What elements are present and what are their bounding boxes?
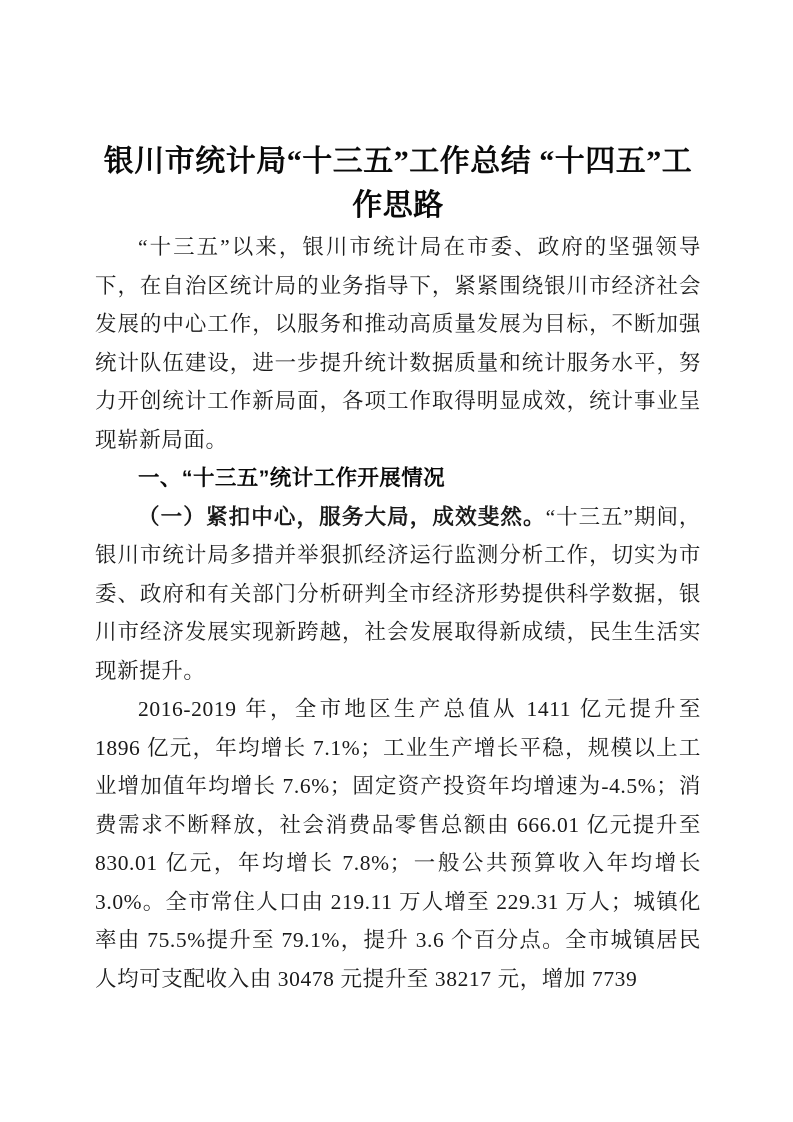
paragraph-statistics: 2016-2019 年，全市地区生产总值从 1411 亿元提升至 1896 亿元，年均增长 7.1%；工业生产增长平稳，规模以上工业增加值年均增长 7.6%；固定资产投资年均增速为-4.5%；消费需求不断释放，社会消费品零售总额由 666.01 亿元提升至 830.01 亿元，年均增长 7.8%；一般公共预算收入年均增长 3.0%。全市常住人口由 219.11 万人增至 229.31 万人；城镇化率由 75.5%提升至 79.1%，提升 3.6 个百分点。全市城镇居民人均可支配收入由 30478 元提升至 38217 元，增加 7739 bbox=[95, 697, 701, 991]
paragraph-section-1-1 bbox=[95, 498, 701, 691]
subsection-lead-1-1: （一）紧扣中心，服务大局，成效斐然。 bbox=[138, 504, 546, 529]
document-body bbox=[95, 0, 701, 998]
page-title: 银川市统计局“十三五”工作总结 “十四五”工作思路 bbox=[103, 145, 693, 222]
subsection-body-1-1: “十三五”期间，银川市统计局多措并举狠抓经济运行监测分析工作，切实为市委、政府和有关部门分析研判全市经济形势提供科学数据，银川市经济发展实现新跨越，社会发展取得新成绩，民生生活实现新提升。 bbox=[95, 504, 701, 683]
section-heading-1: 一、“十三五”统计工作开展情况 bbox=[138, 466, 446, 490]
paragraph-intro: “十三五”以来，银川市统计局在市委、政府的坚强领导下，在自治区统计局的业务指导下，紧紧围绕银川市经济社会发展的中心工作，以服务和推动高质量发展为目标，不断加强统计队伍建设，进一步提升统计数据质量和统计服务水平，努力开创统计工作新局面，各项工作取得明显成效，统计事业呈现崭新局面。 bbox=[95, 235, 701, 452]
